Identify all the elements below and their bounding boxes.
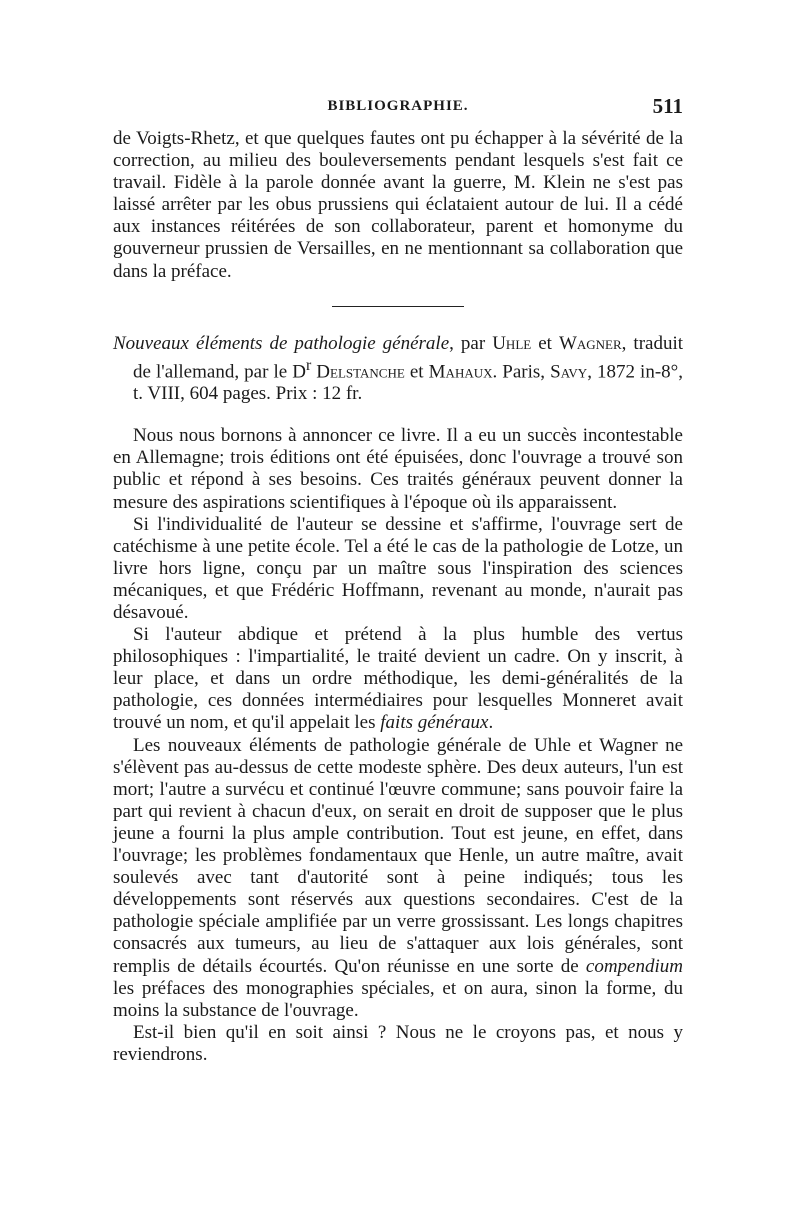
author-name: Wagner xyxy=(558,332,622,354)
running-head xyxy=(113,94,683,128)
review-heading: Nouveaux éléments de pathologie générale, par Uhle et Wagner, traduit de l'allemand, par le $D^r$ Delstanche et Mahaux. Paris, Savy, 1872 in-8°, t. VIII, 604 pages. Prix : 12 fr. xyxy=(113,332,684,405)
translator-name: Delstanche xyxy=(316,361,405,383)
continued-paragraph: de Voigts-Rhetz, et que quelques fautes ont pu échapper à la sévérité de la correction, au milieu des bouleversements pendant lesquels s'est fait ce travail. Fidèle à la parole donnée avant la guerre, M. Klein ne s'est pas laissé arrêter par les obus prussiens qui éclataient autour de lui. Il a cédé aux instances réitérées de son collaborateur, parent et homonyme du gouverneur prussien de Versailles, en ne mentionnant sa collaboration que dans la préface. xyxy=(113,128,683,282)
body-paragraph: Nous nous bornons à annoncer ce livre. Il a eu un succès incontestable en Allemagne; trois éditions ont été épuisées, donc l'ouvrage a trouvé son public et répond à ses besoins. Ces traités généraux peuvent donner la mesure des aspirations scientifiques à l'époque où ils apparaissent. xyxy=(113,425,683,513)
italic-term: faits généraux xyxy=(380,712,489,734)
translator-name: Mahaux xyxy=(428,361,493,383)
book-title: Nouveaux éléments de pathologie générale xyxy=(113,332,450,354)
publisher-name: Savy xyxy=(550,361,588,383)
publication-details: , 1872 in-8°, t. VIII, 604 pages. Prix : 12 fr. xyxy=(133,361,684,405)
body-paragraph: Les nouveaux éléments de pathologie générale de Uhle et Wagner ne s'élèvent pas au-dessus de cette modeste sphère. Des deux auteurs, l'un est mort; l'autre a survécu et continué l'œuvre commune; sans pouvoir faire la part qui revient à chacun d'eux, on serait en droit de supposer que le plus jeune a fourni la plus ample contribution. Tout est jeune, en effet, dans l'ouvrage; les problèmes fondamentaux que Henle, un autre maître, avait soulevés avec tant d'autorité sont à peine indiqués; tous les développements sont réservés aux questions secondaires. C'est de la pathologie spéciale amplifiée par un verre grossissant. Les longs chapitres consacrés aux tumeurs, au lieu de s'attaquer aux lois générales, sont remplis de détails écourtés. Qu'on réunisse en une sorte de compendium les préfaces des monographies spéciales, et on aura, sinon la forme, du moins la substance de l'ouvrage. xyxy=(113,734,683,1021)
section-title: BIBLIOGRAPHIE. xyxy=(327,98,469,114)
page-number: 511 xyxy=(652,94,683,118)
book-page xyxy=(113,94,684,1066)
body-paragraph: Est-il bien qu'il en soit ainsi ? Nous ne le croyons pas, et nous y reviendrons. xyxy=(113,1021,683,1065)
body-paragraph: Si l'individualité de l'auteur se dessine et s'affirme, l'ouvrage sert de catéchisme à une petite école. Tel a été le cas de la pathologie de Lotze, un livre hors ligne, conçu par un maître sous l'inspiration des sciences mécaniques, et que Frédéric Hoffmann, revenant au monde, n'aurait pas désavoué. xyxy=(113,513,683,624)
section-divider xyxy=(332,306,464,307)
author-name: Uhle xyxy=(492,332,532,354)
body-paragraph: Si l'auteur abdique et prétend à la plus humble des vertus philosophiques : l'impartialité, le traité devient un cadre. On y inscrit, à leur place, et dans un ordre méthodique, les demi-généralités de la pathologie, ces données intermédiaires pour lesquelles Monneret avait trouvé un nom, et qu'il appelait les faits généraux. xyxy=(113,624,683,734)
italic-term: compendium xyxy=(585,955,683,977)
